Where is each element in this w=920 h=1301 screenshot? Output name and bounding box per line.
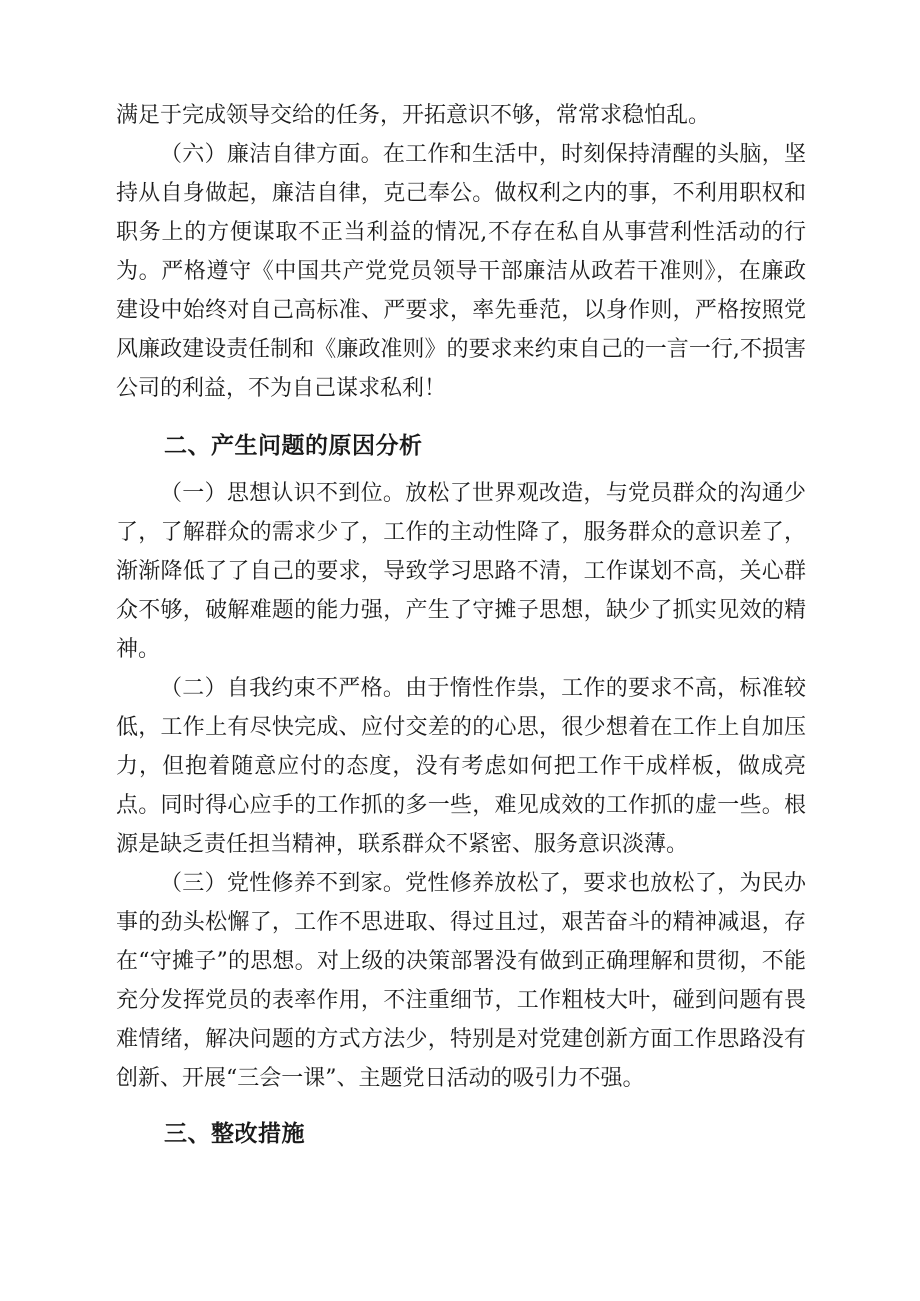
paragraph-integrity: （六）廉洁自律方面。在工作和生活中，时刻保持清醒的头脑，坚持从自身做起，廉洁自律，克己奉公。做权利之内的事，不利用职权和职务上的方便谋取不正当利益的情况,不存在私自从事营利性活动的行为。严格遵守《中国共产党党员领导干部廉洁从政若干准则》，在廉政建设中始终对自己高标准、严要求，率先垂范，以身作则，严格按照党风廉政建设责任制和《廉政准则》的要求来约束自己的一言一行,不损害公司的利益，不为自己谋求私利！ bbox=[116, 142, 806, 401]
document-body bbox=[116, 96, 806, 1162]
paragraph-cause-2: （二）自我约束不严格。由于惰性作祟，工作的要求不高，标准较低，工作上有尽快完成、应付交差的的心思，很少想着在工作上自加压力，但抱着随意应付的态度，没有考虑如何把工作干成样板，做成亮点。同时得心应手的工作抓的多一些，难见成效的工作抓的虚一些。根源是缺乏责任担当精神，联系群众不紧密、服务意识淡薄。 bbox=[116, 676, 806, 857]
section-heading-cause-analysis: 二、产生问题的原因分析 bbox=[164, 433, 423, 459]
paragraph-continuation: 满足于完成领导交给的任务，开拓意识不够，常常求稳怕乱。 bbox=[116, 103, 711, 128]
paragraph-cause-1: （一）思想认识不到位。放松了世界观改造，与党员群众的沟通少了，了解群众的需求少了，工作的主动性降了，服务群众的意识差了，渐渐降低了了自己的要求，导致学习思路不清，工作谋划不高，关心群众不够，破解难题的能力强，产生了守摊子思想，缺少了抓实见效的精神。 bbox=[116, 481, 806, 662]
paragraph-cause-3: （三）党性修养不到家。党性修养放松了，要求也放松了，为民办事的劲头松懈了，工作不思进取、得过且过，艰苦奋斗的精神减退，存在“守摊子”的思想。对上级的决策部署没有做到正确理解和贯彻，不能充分发挥党员的表率作用，不注重细节，工作粗枝大叶，碰到问题有畏难情绪，解决问题的方式方法少，特别是对党建创新方面工作思路没有创新、开展“三会一课”、主题党日活动的吸引力不强。 bbox=[116, 871, 806, 1091]
section-heading-rectification: 三、整改措施 bbox=[164, 1121, 305, 1147]
